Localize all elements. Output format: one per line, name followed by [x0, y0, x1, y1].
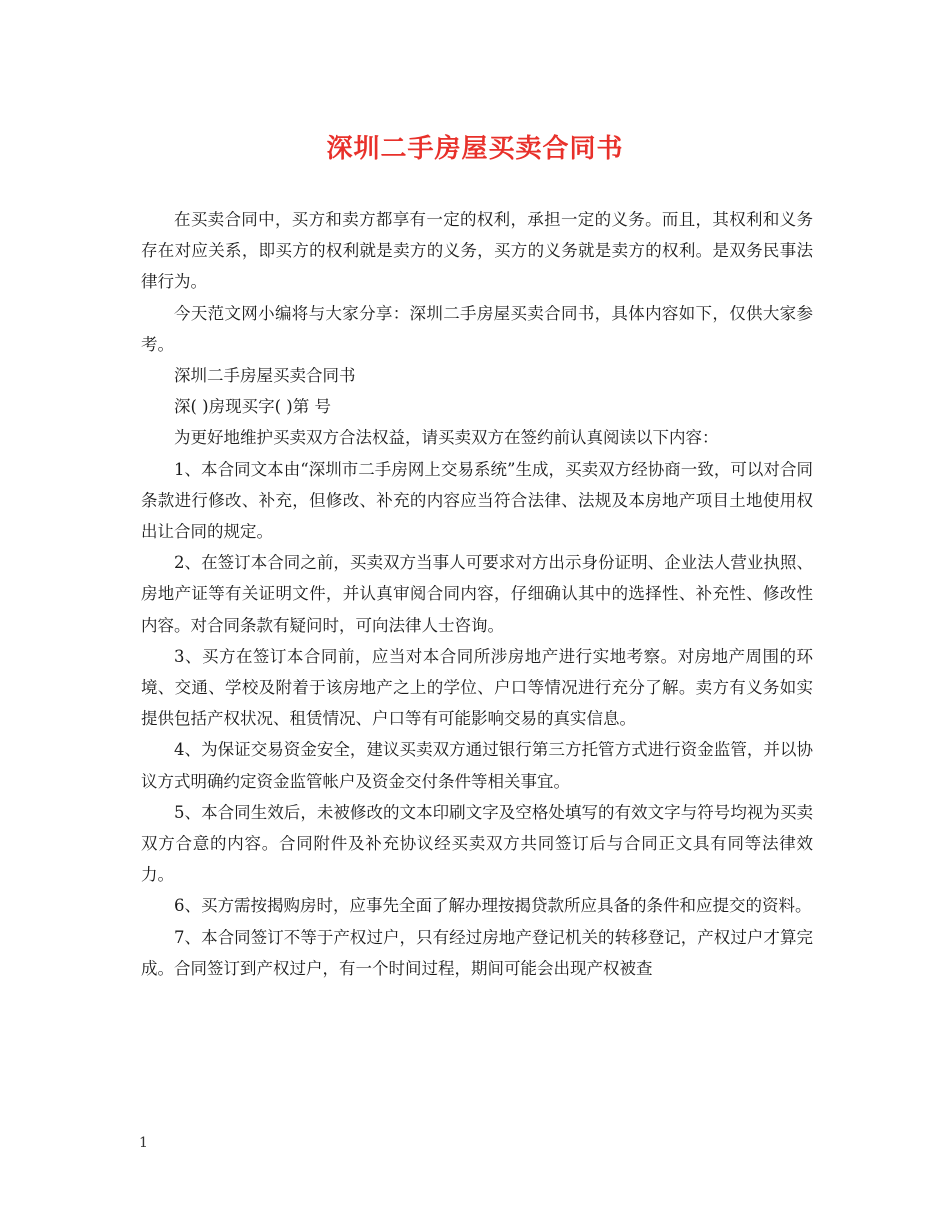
- paragraph-intro: 在买卖合同中，买方和卖方都享有一定的权利，承担一定的义务。而且，其权利和义务存在对应关系，即买方的权利就是卖方的义务，买方的义务就是卖方的权利。是双务民事法律行为。: [141, 210, 813, 292]
- document-body: [141, 204, 813, 984]
- paragraph-contract-number: 深( )房现买字( )第 号: [174, 397, 331, 417]
- paragraph-notice: 为更好地维护买卖双方合法权益，请买卖双方在签约前认真阅读以下内容：: [174, 428, 719, 448]
- document-title: 深圳二手房屋买卖合同书: [326, 134, 624, 164]
- paragraph-item-2: 2、在签订本合同之前，买卖双方当事人可要求对方出示身份证明、企业法人营业执照、房地产证等有关证明文件，并认真审阅合同内容，仔细确认其中的选择性、补充性、修改性内容。对合同条款有疑问时，可向法律人士咨询。: [141, 553, 813, 635]
- paragraph-item-3: 3、买方在签订本合同前，应当对本合同所涉房地产进行实地考察。对房地产周围的环境、交通、学校及附着于该房地产之上的学位、户口等情况进行充分了解。卖方有义务如实提供包括产权状况、租赁情况、户口等有可能影响交易的真实信息。: [141, 646, 813, 729]
- page-number: 1: [139, 1135, 148, 1151]
- paragraph-item-6: 6、买方需按揭购房时，应事先全面了解办理按揭贷款所应具备的条件和应提交的资料。: [174, 896, 812, 916]
- paragraph-share: 今天范文网小编将与大家分享：深圳二手房屋买卖合同书，具体内容如下，仅供大家参考。: [141, 303, 813, 354]
- paragraph-contract-heading: 深圳二手房屋买卖合同书: [174, 366, 356, 386]
- paragraph-item-5: 5、本合同生效后，未被修改的文本印刷文字及空格处填写的有效文字与符号均视为买卖双方合意的内容。合同附件及补充协议经买卖双方共同签订后与合同正文具有同等法律效力。: [141, 802, 813, 885]
- paragraph-item-1: 1、本合同文本由“深圳市二手房网上交易系统”生成，买卖双方经协商一致，可以对合同条款进行修改、补充，但修改、补充的内容应当符合法律、法规及本房地产项目土地使用权出让合同的规定。: [141, 459, 813, 542]
- paragraph-item-7: 7、本合同签订不等于产权过户，只有经过房地产登记机关的转移登记，产权过户才算完成。合同签订到产权过户，有一个时间过程，期间可能会出现产权被查: [141, 927, 813, 978]
- paragraph-item-4: 4、为保证交易资金安全，建议买卖双方通过银行第三方托管方式进行资金监管，并以协议方式明确约定资金监管帐户及资金交付条件等相关事宜。: [141, 740, 813, 791]
